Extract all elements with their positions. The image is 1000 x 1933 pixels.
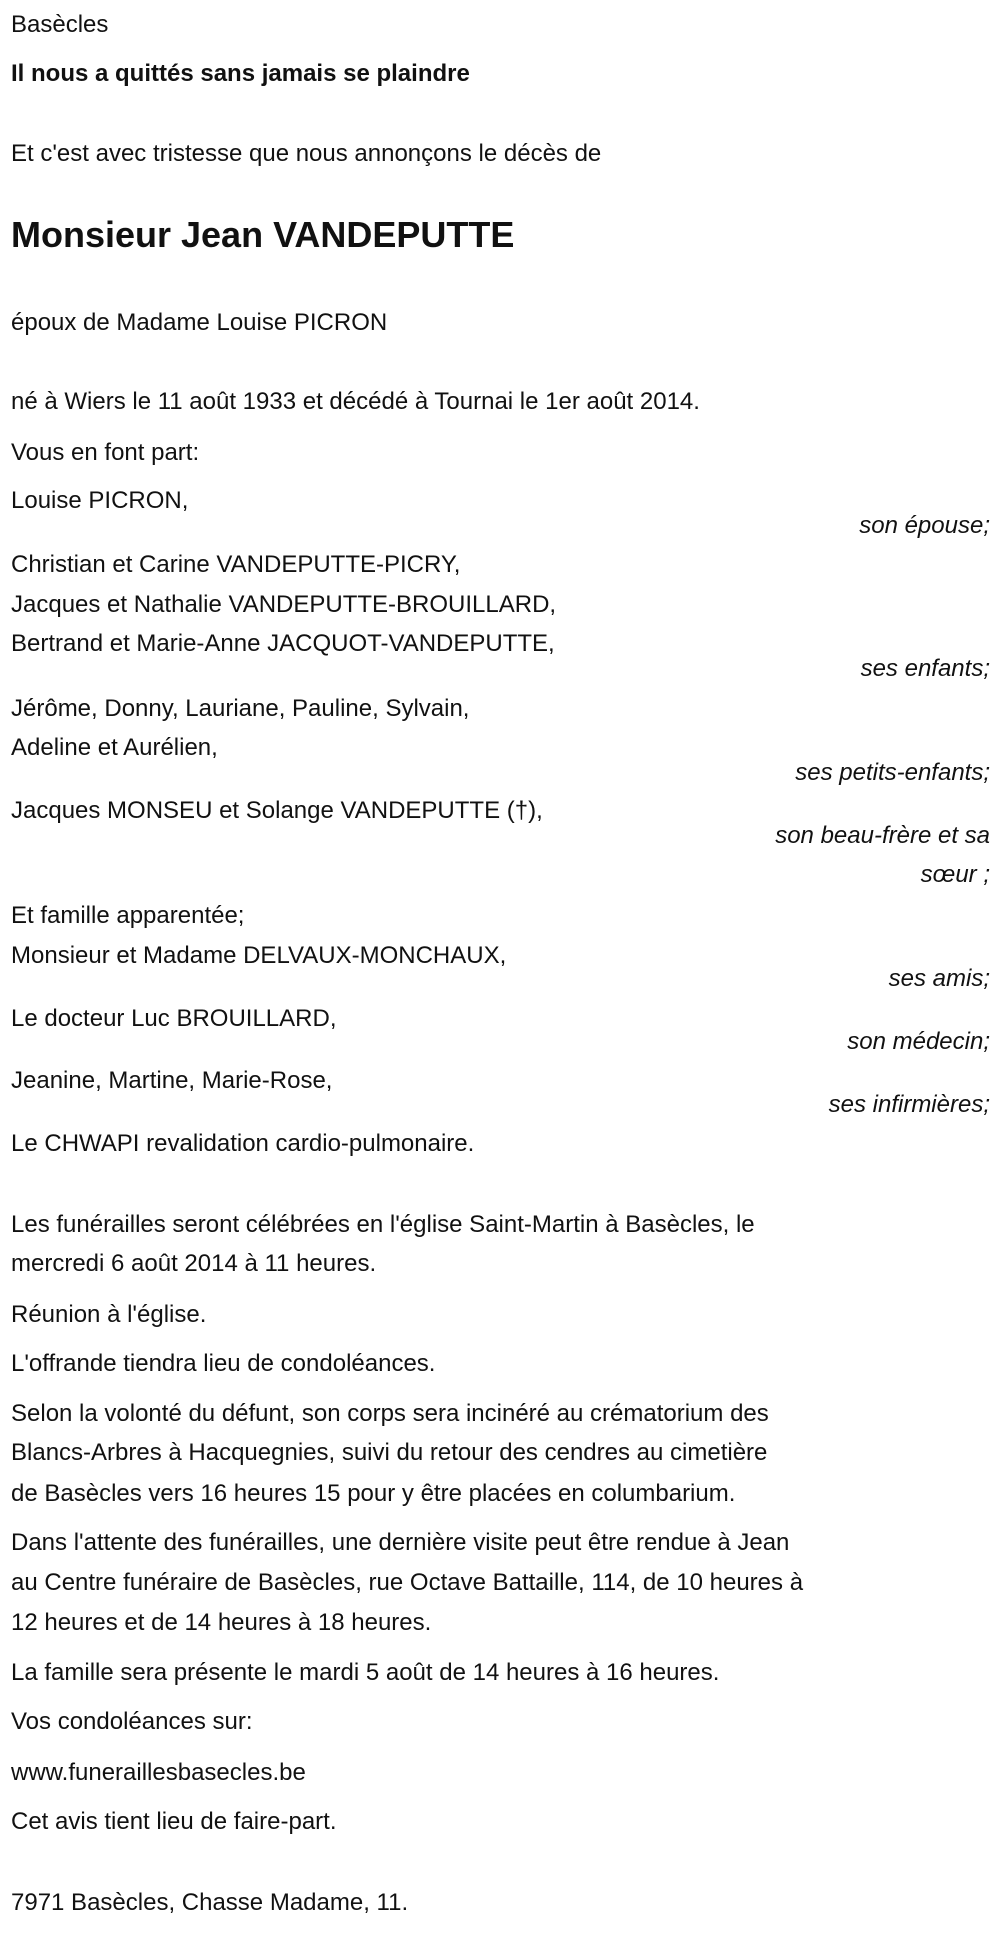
family-name: Jacques et Nathalie VANDEPUTTE-BROUILLARD, xyxy=(11,591,557,618)
spouse-line: époux de Madame Louise PICRON xyxy=(11,309,388,336)
family-name: Louise PICRON, xyxy=(11,487,189,514)
family-name: Bertrand et Marie-Anne JACQUOT-VANDEPUTTE, xyxy=(11,630,555,657)
family-name: Monsieur et Madame DELVAUX-MONCHAUX, xyxy=(11,942,507,969)
family-name: Jacques MONSEU et Solange VANDEPUTTE (†), xyxy=(11,797,543,824)
meeting-text: Réunion à l'église. xyxy=(11,1301,207,1328)
family-relation: ses petits-enfants; xyxy=(795,759,990,786)
family-name: Adeline et Aurélien, xyxy=(11,734,218,761)
tagline: Il nous a quittés sans jamais se plaindre xyxy=(11,60,470,87)
announcers-intro: Vous en font part: xyxy=(11,439,200,466)
funeral-text: Les funérailles seront célébrées en l'église Saint-Martin à Basècles, le xyxy=(11,1211,755,1238)
family-relation: sœur ; xyxy=(920,861,990,888)
family-name: Jérôme, Donny, Lauriane, Pauline, Sylvain, xyxy=(11,695,470,722)
location: Basècles xyxy=(11,11,109,38)
cremation-text: de Basècles vers 16 heures 15 pour y être placées en columbarium. xyxy=(11,1480,736,1507)
family-name: Jeanine, Martine, Marie-Rose, xyxy=(11,1067,333,1094)
website-link[interactable]: www.funeraillesbasecles.be xyxy=(11,1759,306,1786)
intro-text: Et c'est avec tristesse que nous annonçons le décès de xyxy=(11,140,602,167)
birth-death-line: né à Wiers le 11 août 1933 et décédé à Tournai le 1er août 2014. xyxy=(11,388,700,415)
family-relation: ses infirmières; xyxy=(828,1091,990,1118)
family-relation: son épouse; xyxy=(859,512,990,539)
family-name: Christian et Carine VANDEPUTTE-PICRY, xyxy=(11,551,461,578)
visit-text: au Centre funéraire de Basècles, rue Octave Battaille, 114, de 10 heures à xyxy=(11,1569,804,1596)
family-name: Et famille apparentée; xyxy=(11,902,245,929)
family-name: Le docteur Luc BROUILLARD, xyxy=(11,1005,337,1032)
family-relation: ses enfants; xyxy=(860,655,990,682)
family-relation: ses amis; xyxy=(888,965,990,992)
family-presence-text: La famille sera présente le mardi 5 août de 14 heures à 16 heures. xyxy=(11,1659,720,1686)
funeral-text: mercredi 6 août 2014 à 11 heures. xyxy=(11,1250,377,1277)
family-relation: son beau-frère et sa xyxy=(775,822,990,849)
deceased-name: Monsieur Jean VANDEPUTTE xyxy=(11,214,515,255)
condolences-label: Vos condoléances sur: xyxy=(11,1708,253,1735)
family-relation: son médecin; xyxy=(847,1028,990,1055)
family-name: Le CHWAPI revalidation cardio-pulmonaire. xyxy=(11,1130,475,1157)
cremation-text: Selon la volonté du défunt, son corps sera incinéré au crématorium des xyxy=(11,1400,769,1427)
cremation-text: Blancs-Arbres à Hacquegnies, suivi du retour des cendres au cimetière xyxy=(11,1439,768,1466)
notice-text: Cet avis tient lieu de faire-part. xyxy=(11,1808,337,1835)
address-text: 7971 Basècles, Chasse Madame, 11. xyxy=(11,1889,409,1916)
visit-text: Dans l'attente des funérailles, une dernière visite peut être rendue à Jean xyxy=(11,1529,790,1556)
offering-text: L'offrande tiendra lieu de condoléances. xyxy=(11,1350,436,1377)
visit-text: 12 heures et de 14 heures à 18 heures. xyxy=(11,1609,432,1636)
